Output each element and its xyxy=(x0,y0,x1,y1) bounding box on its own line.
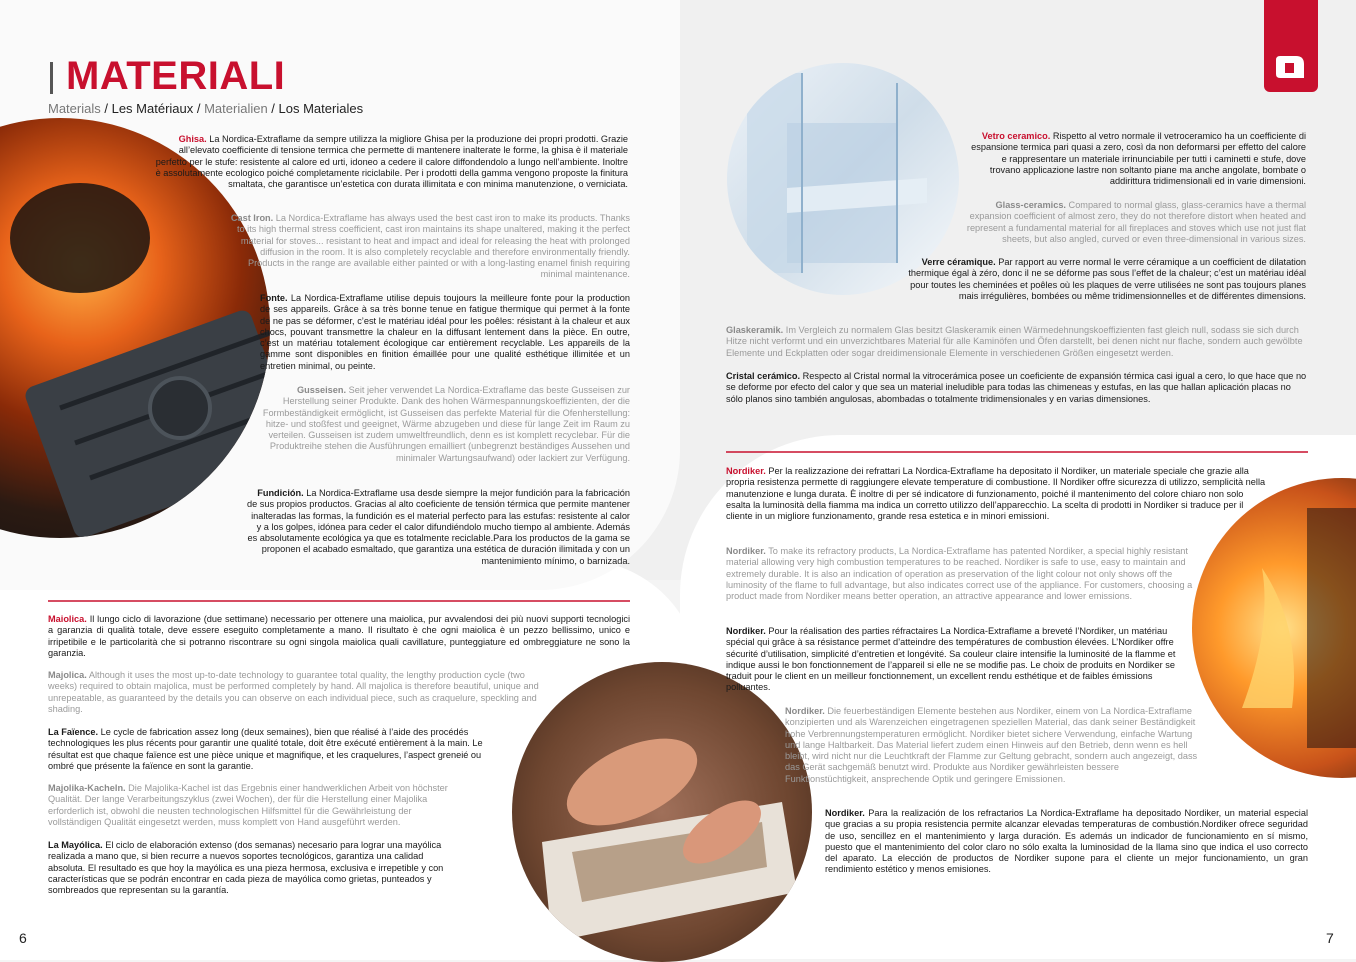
vetro-es-text: Respecto al Cristal normal la vitrocerámica posee un coeficiente de expansión térmica casi igual a cero, lo que hace que no se deforme por efecto del calor y que sea un material ineludible para todas las chimeneas y estufas, en las que hallan aplicación placas no sólo planos sino también angulosas, abombadas o totalmente tridimensionales y en varias dimensiones. xyxy=(726,371,1307,404)
vetro-de-text: Im Vergleich zu normalem Glas besitzt Glaskeramik einen Wärmedehnungskoeffizienten fast gleich null, sodass sie sich durch Hitze nicht verformt und ein unverzichtbares Material für alle Kaminöfen und Öfen darstellt, bei denen nicht nur flache, sondern auch gewölbte Elemente und Eckplatten oder sogar dreidimensionale Elemente in verschiedenen Größen eingesetzt werden. xyxy=(726,325,1303,358)
majolica-photo xyxy=(512,662,812,962)
vetro-fr-label: Verre céramique. xyxy=(921,257,996,267)
maiolica-de xyxy=(48,783,463,828)
subtitle-de: Materialien xyxy=(204,101,268,116)
subtitle-en: Materials xyxy=(48,101,101,116)
vetro-fr-text: Par rapport au verre normal le verre céramique a un coefficient de dilatation thermique égal à zéro, donc il ne se déforme pas sous l’effet de la chaleur; c’est un matériau idéal pour toutes les cheminées et poêles où les plaques de verre utilisées ne sont pas toujours planes mais irrégulières, bombées ou même tridimensionnelles et de différentes dimensions. xyxy=(908,257,1306,301)
vetro-es xyxy=(726,371,1308,405)
maiolica-en xyxy=(48,670,543,715)
page-title: MATERIALI xyxy=(66,54,286,98)
nordiker-de xyxy=(785,706,1205,785)
ghisa-it xyxy=(150,134,628,190)
ghisa-de-text: Seit jeher verwendet La Nordica-Extraflame das beste Gusseisen zur Herstellung seiner Produkte. Dank des hohen Wärmespannungskoeffizienten, der die Formbeständigkeit ermöglicht, ist Gusseisen das perfekte Material für die Ofenherstellung: hitze- und stoßfest und geeignet, Wärme abzugeben und diese für lange Zeit im Raum zu verteilen. Gusseisen ist zudem umweltfreundlich, denn es ist komplett recyclebar. Für die Produktreihe stehen die Ausführungen emailliert (unbegrenzt beständiges Aussehen und minimaler Wartungsaufwand) oder lackiert zur Verfügung. xyxy=(262,385,630,463)
vetro-de-label: Glaskeramik. xyxy=(726,325,784,335)
maiolica-fr xyxy=(48,727,488,772)
nordiker-es-text: Para la realización de los refractarios La Nordica-Extraflame ha depositado Nordiker, un material especial que gracias a su propia resistencia permite alcanzar elevadas temperaturas de combustión.Nordiker ofrece seguridad de uso, sencillez en el mantenimiento y larga duración. Es además un indicador de funcionamiento en sí mismo, puesto que el mantenimiento del color claro no sólo exalta la luminosidad de la llama sino que indica el uso correcto del aparato. La elección de productos de Nordiker supone para el cliente un mejor funcionamiento, un gran rendimiento estético y menos emisiones. xyxy=(825,808,1308,875)
page-subtitle xyxy=(48,101,363,116)
maiolica-de-text: Die Majolika-Kachel ist das Ergebnis einer handwerklichen Arbeit von höchster Qualität. Der lange Verarbeitungszyklus (zwei Wochen), der für die Herstellung einer Majolika erforderlich ist, obwohl die neusten technologischen Hilfsmittel für die Gewährleistung der vollständigen Qualität eingesetzt werden, muss komplett von Hand ausgeführt werden. xyxy=(48,783,448,827)
nordiker-es xyxy=(825,808,1308,876)
page-number-right: 7 xyxy=(1326,930,1334,946)
maiolica-fr-text: Le cycle de fabrication assez long (deux semaines), bien que réalisé à l’aide des procédés technologiques les plus récents pour garantir une qualité totale, doit être exécuté entièrement à la main. Le résultat est que chaque faïence est une pièce unique et magnifique, et les craquelures, l’aspect greneié ou ombré que présente la faïence en sont la garantie. xyxy=(48,727,483,771)
ghisa-es-label: Fundición. xyxy=(257,488,304,498)
brand-logo-icon xyxy=(1264,0,1318,92)
vetro-it xyxy=(970,131,1306,187)
maiolica-divider xyxy=(48,600,630,602)
maiolica-it xyxy=(48,614,630,659)
maiolica-de-label: Majolika-Kacheln. xyxy=(48,783,126,793)
nordiker-de-label: Nordiker. xyxy=(785,706,825,716)
maiolica-en-text: Although it uses the most up-to-date technology to guarantee total quality, the lengthy production cycle (two weeks) required to obtain majolica, must be performed completely by hand. All majolica is therefore beautiful, unique and unrepeatable, as guaranteed by the details you can observe on each individual piece, such as craquelure, speckling and shading. xyxy=(48,670,539,714)
vetro-de xyxy=(726,325,1308,359)
subtitle-sep: / xyxy=(100,101,112,116)
vetro-es-label: Cristal cerámico. xyxy=(726,371,801,381)
maiolica-es-label: La Mayólica. xyxy=(48,840,103,850)
maiolica-en-label: Majolica. xyxy=(48,670,87,680)
vetro-en-label: Glass-ceramics. xyxy=(995,200,1066,210)
ghisa-en xyxy=(230,213,630,281)
nordiker-fr-text: Pour la réalisation des parties réfractaires La Nordica-Extraflame a breveté l’Nordiker, un matériau spécial qui grâce à sa résistance permet d’atteindre des températures de combustion élevées. L’Nordiker offre sécurité d’utilisation, simplicité d’entretien et longévité. Sa couleur claire intensifie la luminosité de la flamme et indique aussi le bon fonctionnement de l’appareil si elle ne se modifie pas. Le choix de produits en Nordiker se traduit pour le client en un meilleur fonctionnement, un excellent rendu esthétique et de faibles émissions polluantes. xyxy=(726,626,1176,693)
nordiker-en xyxy=(726,546,1196,602)
ghisa-fr-text: La Nordica-Extraflame utilise depuis toujours la meilleure fonte pour la production de ses appareils. Grâce à sa très bonne tenue en fatigue thermique qui permet à la fonte de ne pas se déformer, c’est le matériau idéal pour les poêles: résistant à la chaleur et aux chocs, pouvant transmettre la chaleur en la diffusant lentement dans la pièce. En outre, c’est un matériau totalement écologique car entièrement recyclable. Les appareils de la gamme sont disponibles en finition émaillée pour une qualité esthétique illimitée et un entretien minimal, ou peinte. xyxy=(260,293,630,371)
vetro-en-text: Compared to normal glass, glass-ceramics have a thermal expansion coefficient of almost zero, they do not therefore distort when heated and represent a fundamental material for all fireplaces and stoves which use not just flat sheets, but also angled, curved or even three-dimensional in various sizes. xyxy=(966,200,1306,244)
subtitle-fr: Les Matériaux xyxy=(111,101,194,116)
ghisa-fr-label: Fonte. xyxy=(260,293,288,303)
maiolica-it-text: Il lungo ciclo di lavorazione (due settimane) necessario per ottenere una maiolica, pur avvalendosi dei più nuovi supporti tecnologici a garanzia di qualità totale, deve essere eseguito completamente a mano. Il risultato è che ogni maiolica è un pezzo bellissimo, unico e irripetibile e le particolarità che si potranno riscontrare su ogni singola maiolica quali cavillature, punteggiature ed ombreggiature ne sono la garanzia. xyxy=(48,614,630,658)
ghisa-de-label: Gusseisen. xyxy=(297,385,347,395)
ghisa-de xyxy=(258,385,630,464)
subtitle-sep: / xyxy=(193,101,205,116)
ghisa-en-label: Cast Iron. xyxy=(230,213,274,223)
nordiker-it xyxy=(726,466,1266,522)
vetro-en xyxy=(960,200,1306,245)
vetro-fr xyxy=(900,257,1306,302)
subtitle-es: Los Materiales xyxy=(278,101,364,116)
maiolica-it-label: Maiolica. xyxy=(48,614,87,624)
ghisa-fr xyxy=(260,293,630,372)
ghisa-it-text: La Nordica-Extraflame da sempre utilizza la migliore Ghisa per la produzione dei propri prodotti. Grazie all’elevato coefficiente di tensione termica che permette di mantenere inalterate le forme, la ghisa è il materiale perfetto per le stufe: resistente al calore ed urti, idoneo a cedere il calore diffondendolo a lungo nell’ambiente. Inoltre è assolutamente ecologico poiché completamente riciclabile. Per i prodotti della gamma vengono proposte la finitura smaltata, che garantisce un’estetica con durata illimitata e con minima manutenzione, o verniciata. xyxy=(155,134,628,190)
ghisa-en-text: La Nordica-Extraflame has always used the best cast iron to make its products. Thanks to its high thermal stress coefficient, cast iron maintains its shape unaltered, making it the perfect material for stoves... resistant to heat and impact and ideal for releasing the heat with prolonged diffusion in the room. It is also completely recyclable and therefore environmentally friendly. Products in the range are available either painted or with a long-lasting enamel finish requiring minimal maintenance. xyxy=(236,213,630,280)
nordiker-fr-label: Nordiker. xyxy=(726,626,766,636)
nordiker-de-text: Die feuerbeständigen Elemente bestehen aus Nordiker, einem von La Nordica-Extraflame konzipierten und als Warenzeichen eingetragenen speziellen Material, das dank seiner Beständigkeit hohe Verbrennungstemperaturen ermöglicht. Nordiker bietet sichere Verwendung, einfache Wartung und lange Haltbarkeit. Das Material liefert zudem einen Hinweis auf den Betrieb, denn wenn es hell bleibt, wird nicht nur die Leuchtkraft der Flamme zur Geltung gebracht, sondern auch angezeigt, dass das Gerät sachgemäß benutzt wird. Produkte aus Nordiker gewährleisten bessere Funktionstüchtigkeit, ansprechende Optik und geringere Emissionen. xyxy=(785,706,1198,784)
nordiker-en-text: To make its refractory products, La Nordica-Extraflame has patented Nordiker, a special highly resistant material allowing very high combustion temperatures to be reached. Nordiker is safe to use, easy to maintain and extremely durable. It is also an indication of operation as preservation of the light colour not only shows off the luminosity of the flame to full advantage, but also indicates correct use of the appliance. For customers, choosing a product made from Nordiker means better operation, an attractive appearance and lower emissions. xyxy=(726,546,1193,602)
maiolica-fr-label: La Faïence. xyxy=(48,727,99,737)
nordiker-es-label: Nordiker. xyxy=(825,808,865,818)
page-number-left: 6 xyxy=(19,930,27,946)
nordiker-en-label: Nordiker. xyxy=(726,546,766,556)
vetro-it-text: Rispetto al vetro normale il vetroceramico ha un coefficiente di espansione termica pari quasi a zero, così da non deformarsi per effetto del calore e rappresentare un materiale irrinunciabile per tutti i caminetti e stufe, dove trovano applicazione lastre non soltanto piane ma anche angolate, bombate o addirittura tridimensionali ed in varie dimensioni. xyxy=(971,131,1306,187)
nordiker-it-text: Per la realizzazione dei refrattari La Nordica-Extraflame ha depositato il Nordiker, un materiale speciale che grazie alla propria resistenza permette di raggiungere elevate temperature di combustione. Il Nordiker offre sicurezza di utilizzo, semplicità nella manutenzione e lunga durata. È inoltre di per sé indicatore di funzionamento, poiché il mantenimento del colore chiaro non solo esalta la luminosità della fiamma ma indica un corretto utilizzo dell’apparecchio. La scelta di prodotti in Nordiker si traduce per il cliente in un migliore funzionamento, grande resa estetica e in minori emissioni. xyxy=(726,466,1266,522)
ghisa-es-text: La Nordica-Extraflame usa desde siempre la mejor fundición para la fabricación de sus propios productos. Gracias al alto coeficiente de tensión térmica que permite mantener inalteradas las formas, la fundición es el material perfecto para las estufas: resistente al calor y a los golpes, idónea para ceder el calor difundiéndolo mucho tiempo al ambiente. Además es absolutamente ecológica ya que es totalmente reciclable.Para los productos de la gama se proponen el acabado esmaltado, que garantiza una estética de duración ilimitada y con un mantenimiento mínimo, o barnizada. xyxy=(246,488,630,566)
nordiker-it-label: Nordiker. xyxy=(726,466,766,476)
subtitle-sep: / xyxy=(267,101,279,116)
vetro-it-label: Vetro ceramico. xyxy=(981,131,1051,141)
maiolica-es xyxy=(48,840,463,896)
nordiker-fr xyxy=(726,626,1176,694)
ghisa-es xyxy=(245,488,630,567)
ghisa-it-label: Ghisa. xyxy=(178,134,207,144)
title-divider xyxy=(50,62,53,94)
nordiker-divider xyxy=(726,451,1308,453)
maiolica-es-text: El ciclo de elaboración extenso (dos semanas) necesario para lograr una mayólica realizada a mano que, si bien recurre a nuevos soportes tecnológicos, garantiza una calidad absoluta. El resultado es que hoy la mayólica es una pieza hermosa, exclusiva e irrepetible y con características que se podrán encontrar en cada pieza de mayólica como grietas, punteados y sombreados que representan su la garantía. xyxy=(48,840,444,896)
